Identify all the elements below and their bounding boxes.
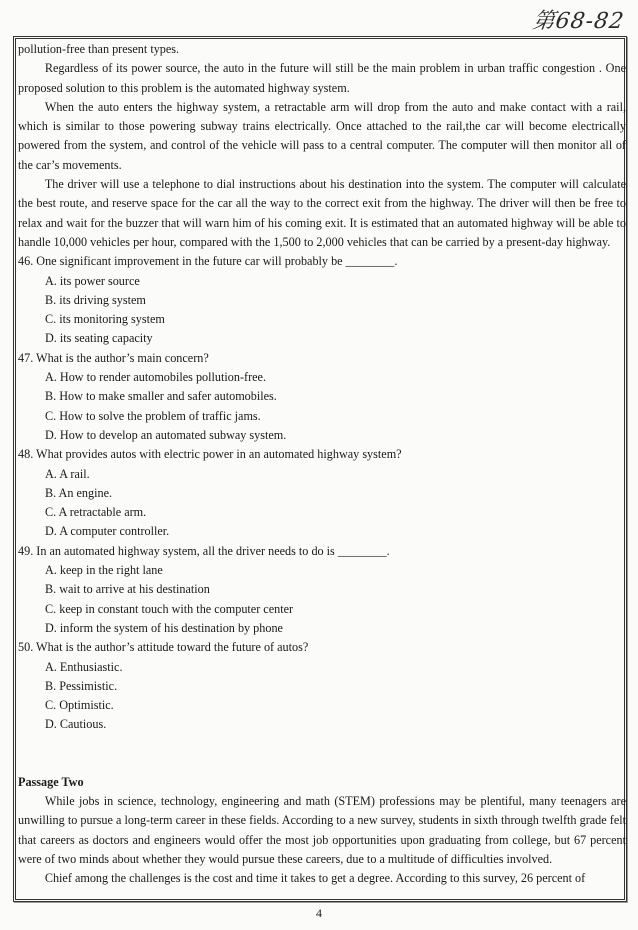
option-a: A. A rail.: [45, 466, 90, 481]
option-a: A. Enthusiastic.: [45, 659, 123, 674]
question-46: [18, 252, 626, 348]
option-a: A. its power source: [45, 273, 140, 288]
option-d: D. inform the system of his destination by phone: [45, 620, 283, 635]
question-47: [18, 349, 626, 445]
passage-one-paragraph-3: When the auto enters the highway system, a retractable arm will drop from the auto and make contact with a rail, which is similar to those powering subway trains electrically. Once attached to the rail,the car will become electrically powered from the system, and control of the vehicle will pass to a central computer. The computer will then monitor all of the car’s movements.: [18, 99, 626, 172]
option-b: B. wait to arrive at his destination: [45, 582, 210, 597]
passage-two-paragraph-2: Chief among the challenges is the cost and time it takes to get a degree. According to this survey, 26 percent of: [44, 871, 586, 886]
option-d: D. its seating capacity: [45, 331, 153, 346]
passage-one-paragraph-4: The driver will use a telephone to dial instructions about his destination into the system. The computer will calculate the best route, and reserve space for the car all the way to the correct exit from the highway. The driver will then be free to relax and wait for the buzzer that will warn him of his coming exit. It is estimated that an automated highway will be able to handle 10,000 vehicles per hour, compared with the 1,500 to 2,000 vehicles that can be carried by a present-day highway.: [18, 177, 626, 249]
question-49: [18, 542, 626, 638]
option-c: C. Optimistic.: [45, 698, 114, 713]
option-b: B. Pessimistic.: [45, 678, 118, 693]
passage-one-paragraph-1: pollution-free than present types.: [18, 42, 180, 56]
option-d: D. A computer controller.: [45, 524, 170, 539]
page-number: 4: [316, 906, 322, 920]
option-b: B. How to make smaller and safer automobiles.: [45, 389, 277, 404]
option-a: A. keep in the right lane: [45, 563, 163, 578]
spacer: [18, 735, 626, 754]
option-d: D. How to develop an automated subway system.: [45, 427, 287, 442]
question-stem: 47. What is the author’s main concern?: [18, 350, 209, 365]
question-stem: 46. One significant improvement in the future car will probably be ________.: [18, 254, 398, 269]
option-c: C. How to solve the problem of traffic jams.: [45, 408, 261, 423]
passage-one: [18, 40, 626, 252]
option-d: D. Cautious.: [45, 717, 107, 732]
spacer: [18, 754, 626, 773]
question-50: [18, 638, 626, 734]
passage-two-paragraph-1: While jobs in science, technology, engineering and math (STEM) professions may be plentiful, many teenagers are unwilling to pursue a long-term career in these fields. According to a new survey, students in sixth through twelfth grade felt that careers as doctors and engineers would offer the most job opportunities upon graduating from college, but 67 percent were of two minds about whether they would pursue these careers, due to a multitude of difficulties involved.: [18, 793, 626, 866]
option-b: B. An engine.: [45, 485, 113, 500]
passage-two: [18, 773, 626, 889]
option-c: C. its monitoring system: [45, 312, 165, 327]
question-48: [18, 445, 626, 541]
option-a: A. How to render automobiles pollution-free.: [45, 370, 267, 385]
handwritten-annotation: 第68-82: [530, 9, 626, 34]
question-stem: 50. What is the author’s attitude toward the future of autos?: [18, 640, 309, 655]
option-c: C. A retractable arm.: [45, 505, 147, 520]
passage-two-heading: Passage Two: [18, 774, 84, 789]
exam-page-content: [18, 40, 626, 888]
question-stem: 49. In an automated highway system, all the driver needs to do is ________.: [18, 543, 390, 558]
passage-one-paragraph-2: Regardless of its power source, the auto in the future will still be the main problem in urban traffic congestion . One proposed solution to this problem is the automated highway system.: [18, 61, 626, 95]
option-c: C. keep in constant touch with the computer center: [45, 601, 294, 616]
question-stem: 48. What provides autos with electric power in an automated highway system?: [18, 447, 402, 462]
option-b: B. its driving system: [45, 292, 146, 307]
